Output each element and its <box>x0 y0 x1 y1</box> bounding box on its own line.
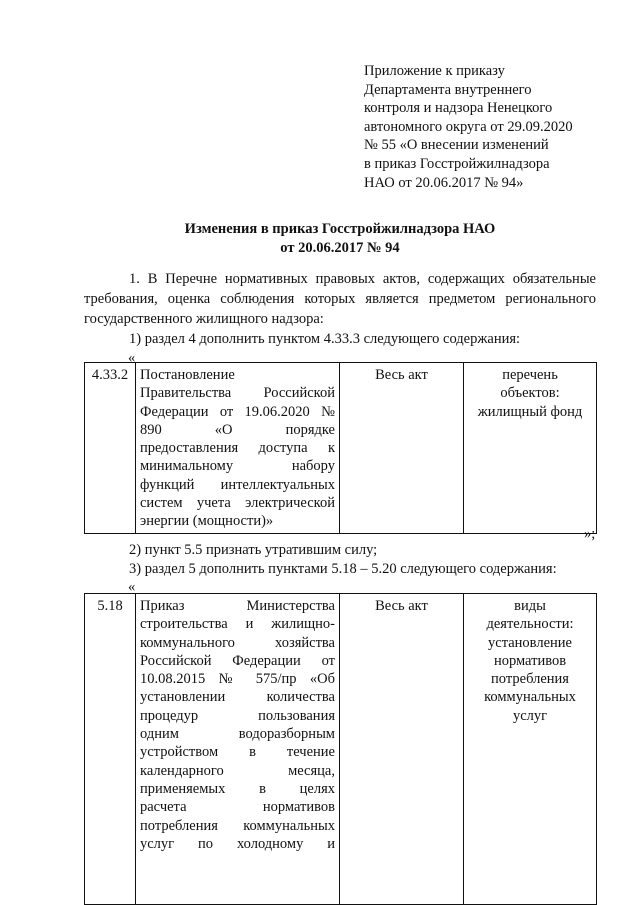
activity-line: услуг <box>512 707 548 724</box>
act-number: 5.18 <box>85 594 136 905</box>
act-number: 4.33.2 <box>85 363 136 534</box>
table-row <box>85 594 597 905</box>
desc-line: 10.08.2015 № 575/пр «Об <box>140 671 335 688</box>
desc-line: Приказ Министерства <box>140 598 335 614</box>
acts-table-1 <box>84 362 597 534</box>
activity-line: коммунальных <box>484 689 576 706</box>
desc-line: установлении количества <box>140 689 335 706</box>
activity-line: виды <box>514 598 546 614</box>
desc-line: потребления коммунальных <box>140 817 335 834</box>
paragraph-line: 1. В Перечне нормативных правовых актов, содержащих обязательные <box>129 271 596 287</box>
act-scope: Весь акт <box>340 594 464 905</box>
open-quote: « <box>128 350 136 366</box>
desc-line: систем учета электрической <box>140 495 335 512</box>
desc-line: процедур пользования <box>140 707 335 724</box>
document-title <box>80 220 600 258</box>
appendix-line: в приказ Госстройжилнадзора <box>364 155 550 172</box>
desc-line: энергии (мощности)» <box>140 513 274 530</box>
appendix-line: контроля и надзора Ненецкого <box>364 100 553 117</box>
activity-line: установление <box>488 634 572 651</box>
objects-line: перечень <box>502 367 558 383</box>
desc-line: устройством в течение <box>140 744 335 761</box>
desc-line: предоставления доступа к <box>140 440 335 457</box>
desc-line: строительства и жилищно- <box>140 616 335 633</box>
item-2: 2) пункт 5.5 признать утратившим силу; <box>129 542 378 558</box>
desc-line: календарного месяца, <box>140 762 335 779</box>
desc-line: применяемых в целях <box>140 780 335 797</box>
acts-table-2 <box>84 593 597 905</box>
paragraph-1 <box>84 269 596 329</box>
desc-line: минимальному набору <box>140 458 335 475</box>
appendix-header <box>364 62 614 192</box>
desc-line: коммунального хозяйства <box>140 634 335 651</box>
item-1: 1) раздел 4 дополнить пунктом 4.33.3 следующего содержания: <box>129 331 521 347</box>
activity-line: нормативов <box>493 652 567 669</box>
act-activity-types <box>464 594 597 905</box>
desc-line: одним водоразборным <box>140 726 335 743</box>
desc-line: 890 «О порядке <box>140 421 335 438</box>
act-description <box>136 363 340 534</box>
appendix-line: Приложение к приказу <box>364 63 505 79</box>
appendix-line: автономного округа от 29.09.2020 <box>364 118 573 135</box>
objects-line: жилищный фонд <box>477 403 583 420</box>
desc-line: услуг по холодному и <box>140 835 335 852</box>
appendix-line: Департамента внутреннего <box>364 81 532 98</box>
close-quote: »; <box>584 526 596 542</box>
paragraph-line: требования, оценка соблюдения которых является предметом регионального <box>84 291 596 307</box>
table-row <box>85 363 597 534</box>
title-line: Изменения в приказ Госстройжилнадзора НАО <box>184 221 496 237</box>
act-scope: Весь акт <box>340 363 464 534</box>
act-description <box>136 594 340 905</box>
appendix-line: НАО от 20.06.2017 № 94» <box>364 174 524 191</box>
desc-line: Российской Федерации от <box>140 652 335 669</box>
activity-line: деятельности: <box>486 616 574 633</box>
item-3: 3) раздел 5 дополнить пунктами 5.18 – 5.20 следующего содержания: <box>129 561 557 577</box>
open-quote: « <box>128 579 136 595</box>
paragraph-line: государственного жилищного надзора: <box>84 311 324 327</box>
objects-line: объектов: <box>500 385 560 402</box>
appendix-line: № 55 «О внесении изменений <box>364 137 549 154</box>
desc-line: расчета нормативов <box>140 799 335 816</box>
desc-line: Федерации от 19.06.2020 № <box>140 403 335 420</box>
desc-line: функций интеллектуальных <box>140 476 335 493</box>
desc-line: Постановление <box>140 367 235 383</box>
act-objects <box>464 363 597 534</box>
desc-line: Правительства Российской <box>140 385 335 402</box>
title-line: от 20.06.2017 № 94 <box>280 240 400 256</box>
activity-line: потребления <box>491 671 569 688</box>
